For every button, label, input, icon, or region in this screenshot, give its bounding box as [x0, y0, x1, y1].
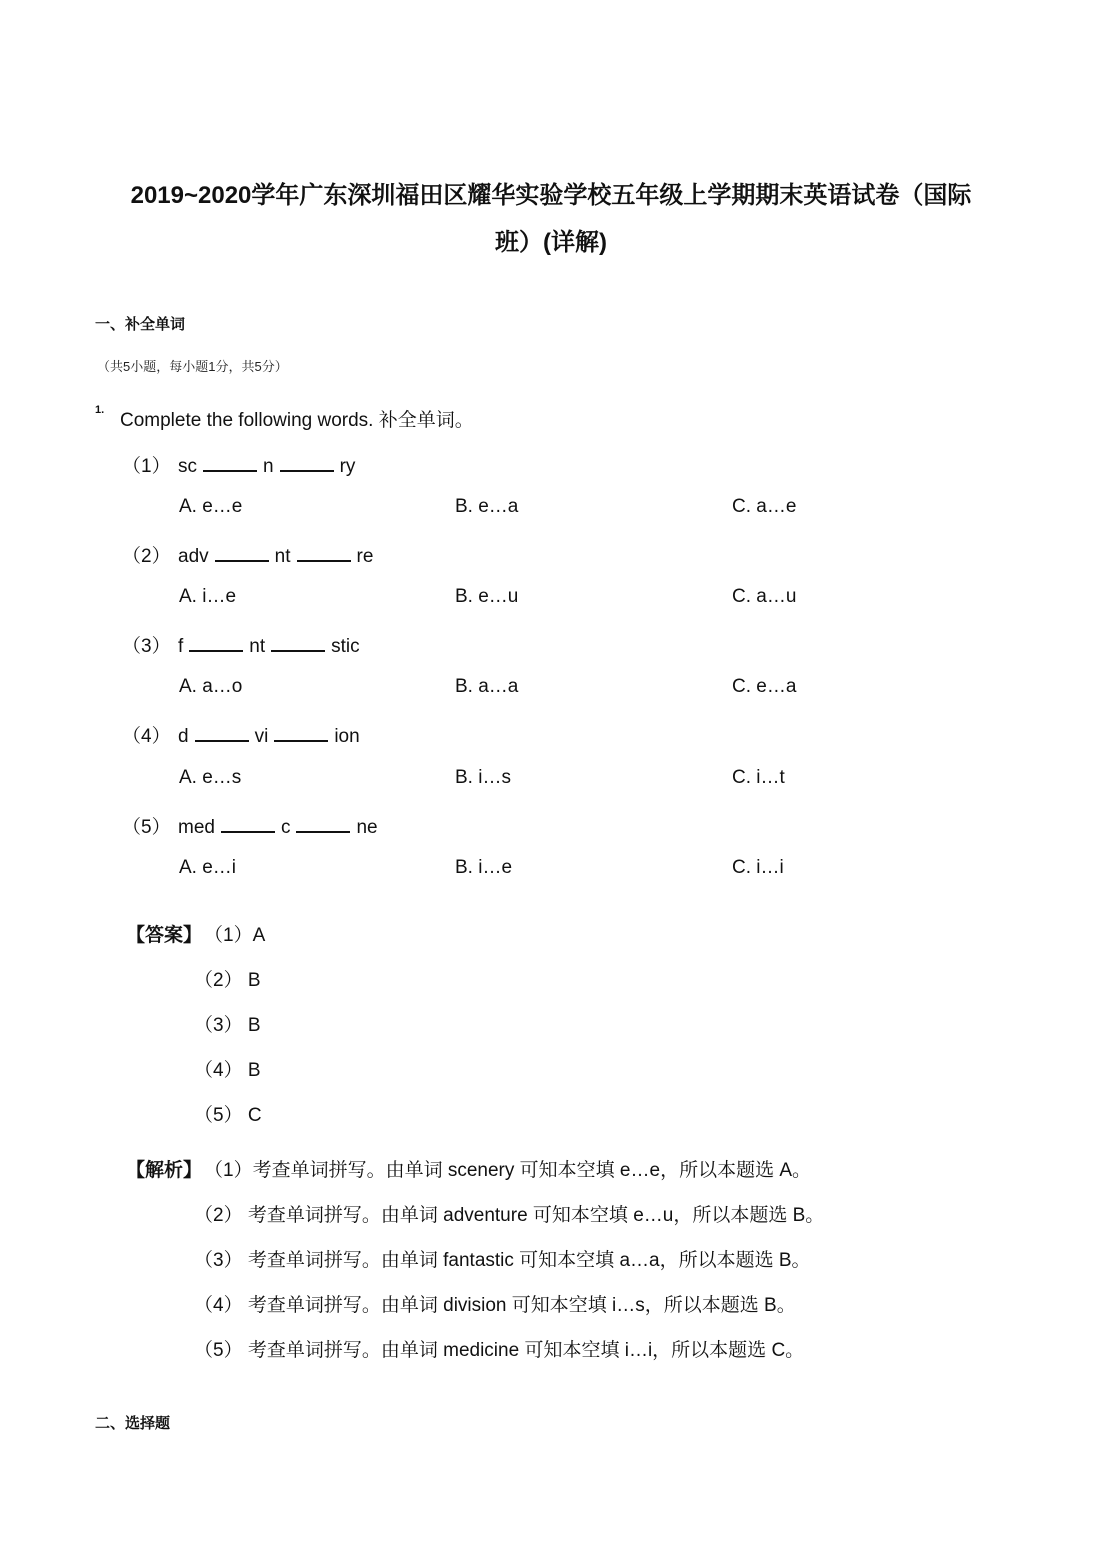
sub-question-number: （4） [122, 726, 171, 747]
title-line-1: 2019~2020学年广东深圳福田区耀华实验学校五年级上学期期末英语试卷（国际 [130, 182, 972, 209]
option-b: B. i…s [455, 767, 511, 788]
analysis-line-3: （3） 考查单词拼写。由单词 fantastic 可知本空填 a…a，所以本题选 B。 [194, 1250, 811, 1271]
option-a: A. i…e [179, 586, 237, 607]
answer-label: 【答案】 [126, 925, 203, 946]
word-part: d [178, 726, 189, 747]
option-b: B. e…a [455, 496, 519, 517]
sub-question-number: （2） [122, 546, 171, 567]
word-part: adv [178, 546, 209, 567]
analysis-line-5: （5） 考查单词拼写。由单词 medicine 可知本空填 i…i，所以本题选 C。 [194, 1340, 805, 1361]
blank-line [297, 544, 351, 562]
sub-question-number: （5） [122, 817, 171, 838]
sub-question-1 [122, 451, 355, 478]
blank-line [271, 634, 325, 652]
word-part: stic [331, 636, 360, 657]
section-1-heading: 一、补全单词 [95, 316, 186, 333]
word-part: sc [178, 456, 197, 477]
word-part: ry [339, 456, 356, 477]
option-c: C. i…i [732, 857, 784, 878]
option-c: C. a…e [732, 496, 797, 517]
word-part: c [280, 817, 291, 838]
blank-line [296, 815, 350, 833]
option-a: A. a…o [179, 676, 243, 697]
sub-question-5 [122, 812, 378, 839]
word-part: n [263, 456, 274, 477]
blank-line [203, 454, 257, 472]
analysis-line-1: （1）考查单词拼写。由单词 scenery 可知本空填 e…e，所以本题选 A。 [204, 1160, 812, 1181]
blank-line [195, 724, 249, 742]
answer-line-1: （1）A [204, 925, 266, 946]
sub-question-3 [122, 631, 360, 658]
word-part: nt [274, 546, 291, 567]
word-part: f [178, 636, 184, 657]
word-part: med [178, 817, 215, 838]
sub-question-number: （3） [122, 636, 171, 657]
option-a: A. e…e [179, 496, 243, 517]
word-part: nt [249, 636, 266, 657]
option-c: C. a…u [732, 586, 797, 607]
answer-line-5: （5） C [194, 1105, 262, 1126]
blank-line [189, 634, 243, 652]
option-b: B. a…a [455, 676, 519, 697]
option-c: C. i…t [732, 767, 785, 788]
document-title [90, 172, 1012, 266]
sub-question-2 [122, 541, 373, 568]
option-b: B. e…u [455, 586, 519, 607]
answer-line-4: （4） B [194, 1060, 261, 1081]
option-a: A. e…s [179, 767, 242, 788]
title-line-2: 班）(详解) [495, 229, 607, 256]
word-part: vi [254, 726, 269, 747]
blank-line [280, 454, 334, 472]
section-2-heading: 二、选择题 [95, 1415, 171, 1432]
analysis-label: 【解析】 [126, 1160, 203, 1181]
word-part: ion [334, 726, 360, 747]
question-number: 1. [95, 404, 105, 416]
sub-question-number: （1） [122, 456, 171, 477]
analysis-line-4: （4） 考查单词拼写。由单词 division 可知本空填 i…s，所以本题选 B。 [194, 1295, 796, 1316]
section-1-note: （共5小题，每小题1分，共5分） [97, 359, 288, 374]
answer-line-2: （2） B [194, 970, 261, 991]
blank-line [221, 815, 275, 833]
word-part: re [356, 546, 374, 567]
answer-line-3: （3） B [194, 1015, 261, 1036]
word-part: ne [356, 817, 378, 838]
option-b: B. i…e [455, 857, 513, 878]
sub-question-4 [122, 721, 360, 748]
analysis-line-2: （2） 考查单词拼写。由单词 adventure 可知本空填 e…u，所以本题选 B。 [194, 1205, 825, 1226]
blank-line [274, 724, 328, 742]
option-a: A. e…i [179, 857, 237, 878]
blank-line [215, 544, 269, 562]
option-c: C. e…a [732, 676, 797, 697]
question-stem: Complete the following words. 补全单词。 [120, 410, 474, 431]
